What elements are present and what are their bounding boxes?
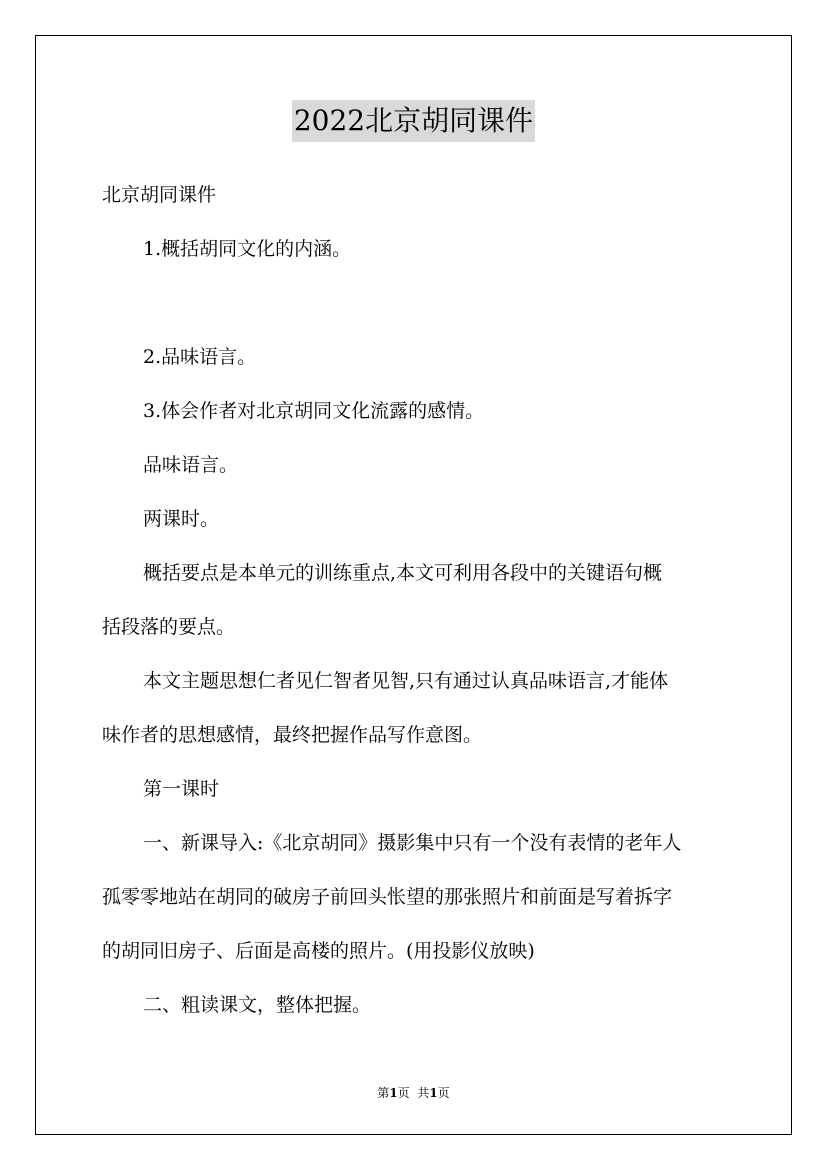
document-title: 2022北京胡同课件	[292, 100, 535, 142]
paragraph-key-point: 品味语言。	[143, 454, 239, 476]
footer-page-number: 1	[389, 1086, 398, 1100]
footer-page-mid: 页 共	[397, 1086, 430, 1100]
paragraph-objective-2: 2.品味语言。	[143, 346, 257, 368]
paragraph-class-hours: 两课时。	[143, 508, 220, 530]
paragraph-step-two: 二、粗读课文，整体把握。	[143, 994, 372, 1016]
document-title-container	[0, 100, 827, 142]
paragraph-training-line-1: 概括要点是本单元的训练重点,本文可利用各段中的关键语句概	[143, 562, 663, 584]
paragraph-objective-1: 1.概括胡同文化的内涵。	[143, 238, 352, 260]
paragraph-intro-line-3: 的胡同旧房子、后面是高楼的照片。(用投影仪放映)	[102, 940, 535, 962]
page-footer	[0, 1084, 827, 1101]
footer-page-suffix: 页	[437, 1086, 450, 1100]
paragraph-theme-line-1: 本文主题思想仁者见仁智者见智,只有通过认真品味语言,才能体	[143, 670, 669, 692]
paragraph-intro-line-1: 一、新课导入:《北京胡同》摄影集中只有一个没有表情的老年人	[143, 832, 682, 854]
paragraph-theme-line-2: 味作者的思想感情，最终把握作品写作意图。	[102, 724, 483, 746]
paragraph-training-line-2: 括段落的要点。	[102, 616, 236, 638]
footer-page-prefix: 第	[377, 1086, 390, 1100]
paragraph-heading: 北京胡同课件	[102, 184, 217, 206]
footer-page-total: 1	[429, 1086, 438, 1100]
paragraph-first-lesson: 第一课时	[143, 778, 220, 800]
paragraph-intro-line-2: 孤零零地站在胡同的破房子前回头怅望的那张照片和前面是写着拆字	[102, 886, 673, 908]
paragraph-objective-3: 3.体会作者对北京胡同文化流露的感情。	[143, 400, 485, 422]
